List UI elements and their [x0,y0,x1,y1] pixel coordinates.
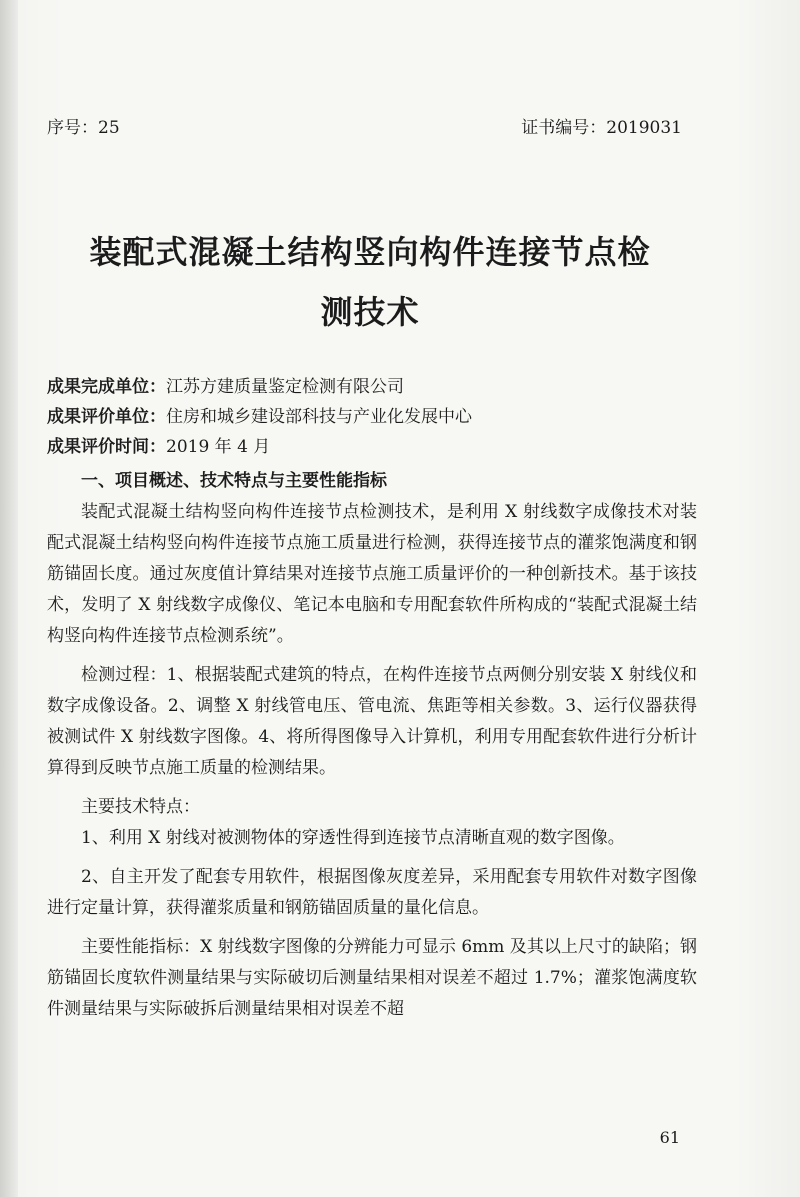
page-number: 61 [659,1128,680,1147]
serial-number: 序号：25 [47,118,120,138]
meta-unit-row [47,372,697,402]
title-line-1: 装配式混凝土结构竖向构件连接节点检 [89,233,651,271]
paragraph: 1、利用 X 射线对被测物体的穿透性得到连接节点清晰直观的数字图像。 [81,828,625,848]
achievement-meta [47,372,697,462]
body-text [47,466,697,1025]
paragraph: 主要性能指标：X 射线数字图像的分辨能力可显示 6mm 及其以上尺寸的缺陷；钢筋锚固长度软件测量结果与实际破切后测量结果相对误差不超过 1.7%；灌浆饱满度软件测量结果与实际破拆后测量结果相对误差不超 [47,937,697,1019]
certificate-number: 证书编号：2019031 [521,118,682,138]
paragraph: 主要技术特点： [81,797,200,817]
meta-evaluator-label: 成果评价单位： [47,407,166,427]
meta-unit-value: 江苏方建质量鉴定检测有限公司 [166,377,404,397]
meta-evaluator-row [47,402,697,432]
page-header [47,118,682,138]
section-heading: 一、项目概述、技术特点与主要性能指标 [81,471,387,491]
meta-unit-label: 成果完成单位： [47,377,166,397]
book-spine-shadow [0,0,18,1197]
title-line-2: 测技术 [320,293,420,331]
paragraph: 检测过程：1、根据装配式建筑的特点，在构件连接节点两侧分别安装 X 射线仪和数字成像设备。2、调整 X 射线管电压、管电流、焦距等相关参数。3、运行仪器获得被测试件 X 射线数字图像。4、将所得图像导入计算机，利用专用配套软件进行分析计算得到反映节点施工质量的检测结果。 [47,665,697,778]
meta-time-value: 2019 年 4 月 [166,437,271,457]
meta-evaluator-value: 住房和城乡建设部科技与产业化发展中心 [166,407,472,427]
paragraph: 装配式混凝土结构竖向构件连接节点检测技术，是利用 X 射线数字成像技术对装配式混凝土结构竖向构件连接节点施工质量进行检测，获得连接节点的灌浆饱满度和钢筋锚固长度。通过灰度值计算结果对连接节点施工质量评价的一种创新技术。基于该技术，发明了 X 射线数字成像仪、笔记本电脑和专用配套软件所构成的“装配式混凝土结构竖向构件连接节点检测系统”。 [47,502,697,646]
meta-time-label: 成果评价时间： [47,437,166,457]
meta-time-row [47,432,697,462]
paragraph: 2、自主开发了配套专用软件，根据图像灰度差异，采用配套专用软件对数字图像进行定量计算，获得灌浆质量和钢筋锚固质量的量化信息。 [47,867,697,918]
page-title [50,222,690,342]
